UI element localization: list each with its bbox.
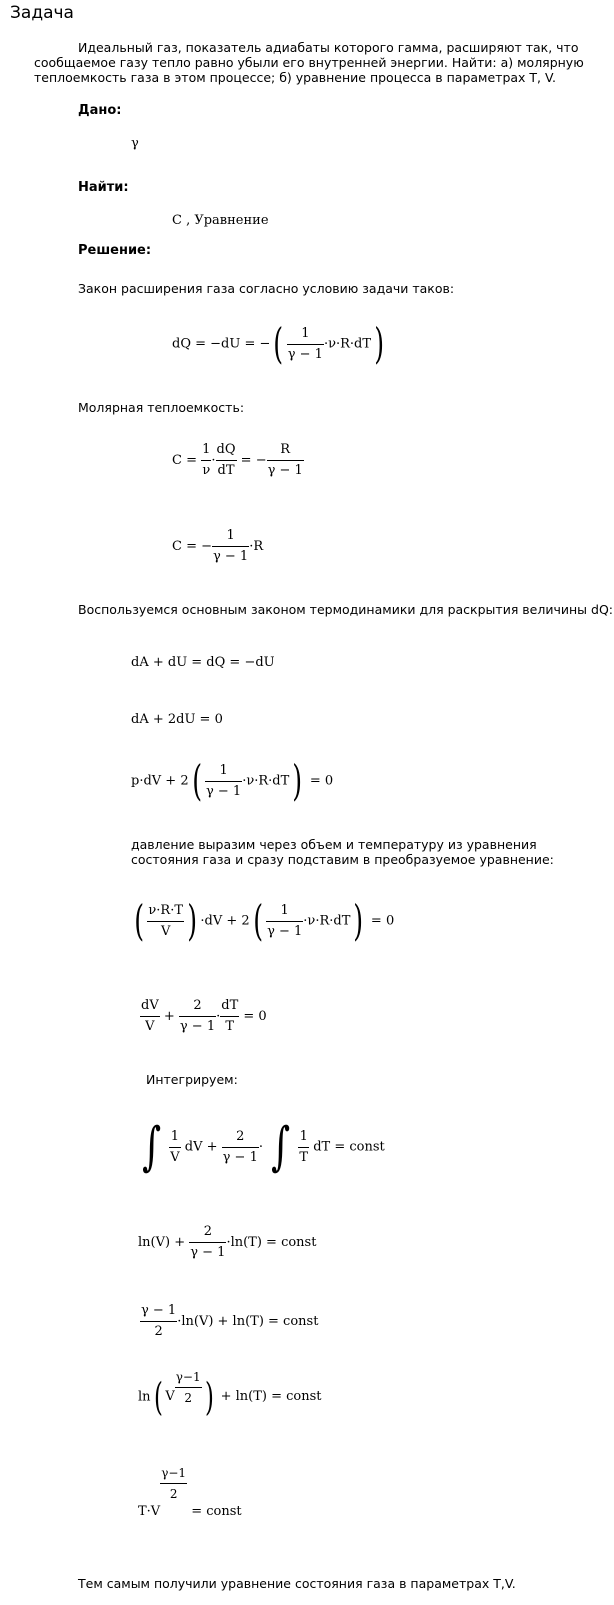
f7-mid: ·dV + 2 (200, 913, 250, 929)
f3-rest: ·R (249, 539, 264, 554)
f7-rest: ·ν·R·dT (303, 913, 351, 929)
f10-lhs: ln(V) + (138, 1235, 186, 1250)
formula-final (138, 1465, 242, 1519)
find-label: Найти: (78, 180, 129, 195)
f12-ln: ln (138, 1389, 151, 1405)
f7-num: ν·R·T (147, 903, 184, 922)
formula-first-law: dA + dU = dQ = −dU (131, 655, 275, 670)
f6-lhs: p·dV + 2 (131, 773, 189, 789)
f3-lhs: C = − (172, 539, 212, 554)
f12-exponent (175, 1369, 202, 1406)
f1-den: γ − 1 (287, 346, 323, 362)
f6-rest: ·ν·R·dT (242, 773, 290, 789)
f2-n2: dQ (216, 442, 237, 461)
given-label: Дано: (78, 103, 122, 118)
f3-den: γ − 1 (213, 549, 249, 564)
f2-frac2 (216, 442, 237, 479)
formula-differential: $\frac{dV}{V}$ + $\frac{2}{\gamma - 1}$ · $\frac{dT}{T}$ = 0 (141, 998, 267, 1034)
f13-eden: 2 (169, 1487, 178, 1501)
f8-plus: + (163, 1009, 175, 1024)
f8-d2: γ − 1 (179, 1019, 216, 1034)
find-value: C , Уравнение (172, 213, 269, 228)
f9-n3: 1 (298, 1129, 309, 1148)
f3-frac (212, 528, 249, 565)
formula-substituted: ( $\frac{\nu\cdot R\cdot T}{V}$ ) ·dV + 2( $\frac{1}{\gamma - 1}$ ·ν·R·dT) = 0 (134, 896, 395, 945)
problem-statement: Идеальный газ, показатель адиабаты которого гамма, расширяют так, что сообщаемое газу тепло равно убыли его внутренней энергии. Найти: а) молярную теплоемкость газа в этом процессе; б) уравнение процесса в параметрах T, V. (34, 40, 584, 85)
f10-num: 2 (189, 1224, 226, 1243)
f3-num: 1 (212, 528, 249, 547)
f9-dot: · (258, 1139, 263, 1155)
given-value: γ (131, 136, 139, 151)
f8-d3: T (225, 1019, 235, 1034)
f2-n1: 1 (201, 442, 211, 461)
f8-frac2 (179, 998, 216, 1035)
f6-den: γ − 1 (205, 783, 242, 799)
text-conclusion: Тем самым получили уравнение состояния газа в параметрах T,V. (78, 1576, 516, 1591)
text-expansion-law: Закон расширения газа согласно условию задачи таков: (78, 281, 455, 296)
f7-rhs: = 0 (370, 913, 395, 929)
page-title: Задача (10, 3, 74, 23)
text-pressure-line1: давление выразим через объем и температуру из уравнения (131, 837, 537, 852)
f9-rhs: dT = const (313, 1139, 385, 1155)
f9-d1: V (170, 1149, 180, 1165)
f9-n2: 2 (222, 1129, 259, 1148)
f13-rhs: = const (191, 1504, 242, 1519)
f8-rhs: = 0 (243, 1009, 267, 1024)
integral-sign-2: ∫ (271, 1117, 291, 1177)
f1-fraction (287, 326, 324, 363)
f12-rhs: + ln(T) = const (220, 1389, 322, 1404)
f8-n3: dT (220, 998, 239, 1017)
f9-d2: γ − 1 (222, 1149, 258, 1165)
f11-den: 2 (154, 1324, 163, 1339)
f13-exponent (160, 1465, 187, 1502)
solution-label: Решение: (78, 243, 152, 258)
f10-den: γ − 1 (190, 1245, 226, 1260)
f9-frac1 (169, 1129, 180, 1166)
f2-mid: = − (240, 453, 267, 468)
formula-pdv: p·dV + 2( $\frac{1}{\gamma - 1}$ ·ν·R·dT) = 0 (131, 756, 334, 805)
f6-frac (205, 763, 242, 800)
f11-frac (140, 1303, 177, 1340)
f10-frac (189, 1224, 226, 1261)
f2-frac3 (267, 442, 304, 479)
formula-da-2du: dA + 2dU = 0 (131, 712, 223, 727)
text-pressure-line2: состояния газа и сразу подставим в преобразуемое уравнение: (131, 852, 554, 867)
f2-d2: dT (217, 463, 235, 478)
f2-d1: ν (202, 463, 211, 478)
f7-num2: 1 (266, 903, 303, 922)
f2-frac1 (201, 442, 211, 479)
f12-eden: 2 (184, 1390, 192, 1405)
f8-frac1 (140, 998, 160, 1035)
f10-rhs: ·ln(T) = const (226, 1235, 317, 1250)
f8-n1: dV (140, 998, 160, 1017)
f9-frac2 (222, 1129, 259, 1166)
f13-enum: γ−1 (160, 1465, 187, 1484)
f7-den2: γ − 1 (267, 923, 303, 939)
formula-log-power: ln( V $\frac{\gamma-1}{2}$ ) + ln(T) = const (138, 1369, 322, 1419)
f8-frac3 (220, 998, 239, 1035)
f9-n1: 1 (169, 1129, 180, 1148)
f11-num: γ − 1 (140, 1303, 177, 1322)
f8-n2: 2 (179, 998, 216, 1017)
formula-log (138, 1224, 316, 1261)
f7-frac1 (147, 903, 184, 940)
f12-enum: γ−1 (175, 1369, 202, 1388)
f2-n3: R (267, 442, 304, 461)
formula-molar-heat-result (172, 528, 263, 565)
f6-rhs: = 0 (309, 773, 334, 789)
f2-lhs: C = (172, 453, 197, 468)
f7-frac2 (266, 903, 303, 940)
f9-frac3 (298, 1129, 309, 1166)
f8-d1: V (145, 1019, 155, 1034)
f1-rest: ·ν·R·dT (323, 336, 372, 352)
f9-dv: dV + (184, 1139, 218, 1155)
f6-num: 1 (205, 763, 242, 782)
f13-lhs: T·V (138, 1504, 161, 1519)
formula-integral (138, 1117, 385, 1177)
f11-rhs: ·ln(V) + ln(T) = const (177, 1314, 319, 1329)
f2-d3: γ − 1 (267, 463, 303, 478)
formula-molar-heat: C = $\frac{1}{\nu}$ · $\frac{dQ}{dT}$ = − $\frac{R}{\gamma - 1}$ (172, 442, 303, 478)
f9-d3: T (299, 1149, 309, 1165)
text-first-law: Воспользуемся основным законом термодинамики для раскрытия величины dQ: (78, 602, 613, 617)
formula-dq-du: dQ = −dU = −( $\frac{1}{\gamma - 1}$ ·ν·R·dT) (172, 319, 385, 368)
f7-den: V (161, 923, 171, 939)
formula-log-scaled (140, 1303, 318, 1340)
f12-v: V (165, 1389, 175, 1404)
integral-sign-1: ∫ (142, 1117, 162, 1177)
f1-lhs: dQ = −dU = − (172, 336, 271, 352)
text-molar-heat: Молярная теплоемкость: (78, 400, 245, 415)
f1-num: 1 (287, 326, 324, 345)
text-integrate: Интегрируем: (146, 1072, 238, 1087)
